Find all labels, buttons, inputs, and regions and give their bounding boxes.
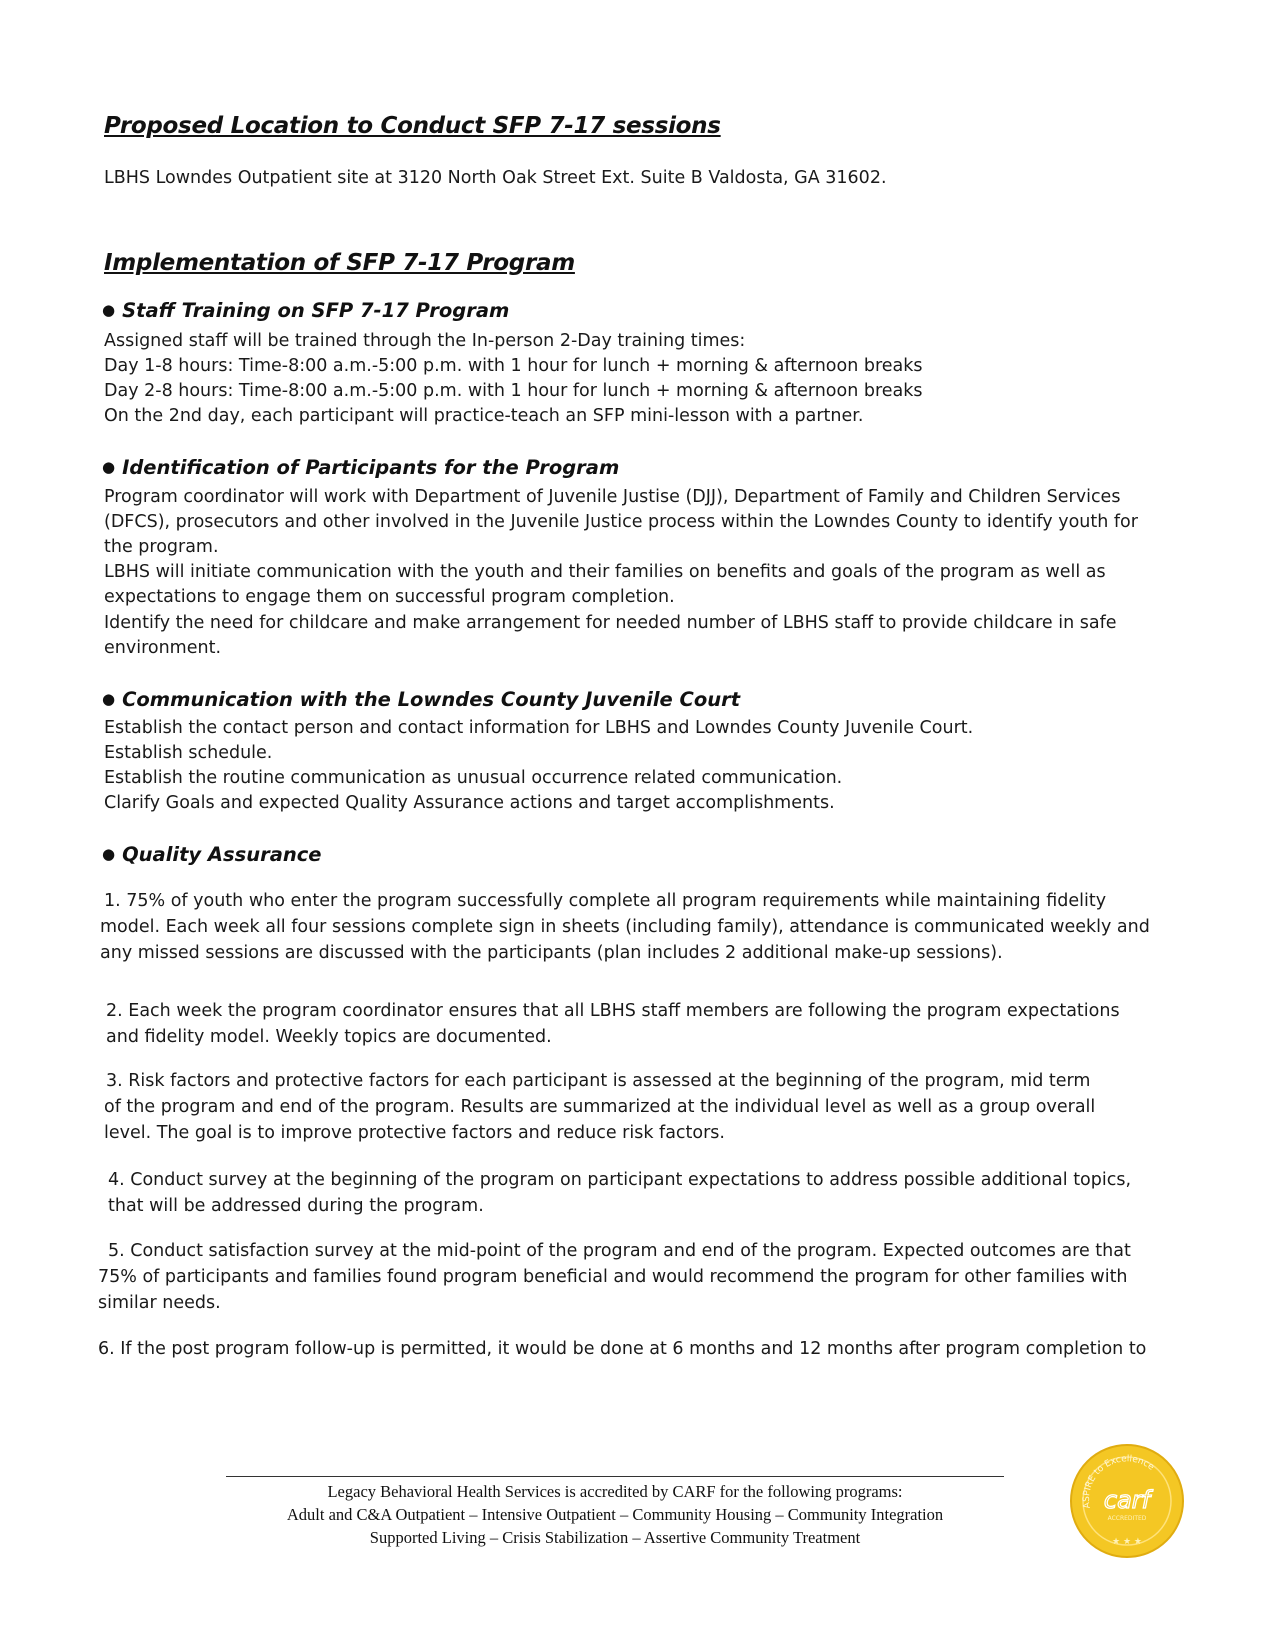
communication-line: Establish schedule. <box>104 743 273 763</box>
bullet-icon: ● <box>102 301 116 319</box>
identification-line: Identify the need for childcare and make arrangement for needed number of LBHS staff to provide childcare in safe <box>104 613 1117 633</box>
communication-subheading: ● Communication with the Lowndes County Juvenile Court <box>102 688 741 711</box>
quality-item-line: that will be addressed during the program. <box>108 1196 484 1216</box>
identification-line: environment. <box>104 638 222 658</box>
communication-line: Clarify Goals and expected Quality Assurance actions and target accomplishments. <box>104 793 835 813</box>
bullet-icon: ● <box>102 845 116 863</box>
quality-item-line: of the program and end of the program. Results are summarized at the individual level as well as a group overall <box>104 1097 1096 1117</box>
communication-line: Establish the contact person and contact information for LBHS and Lowndes County Juvenile Court. <box>104 718 974 738</box>
seal-sub-text: ACCREDITED <box>1107 1515 1147 1522</box>
identification-subheading: ● Identification of Participants for the Program <box>102 456 620 479</box>
footer-divider <box>226 1476 1004 1477</box>
staff-training-subheading: ● Staff Training on SFP 7-17 Program <box>102 299 510 322</box>
seal-logo-text: carf <box>1103 1486 1151 1514</box>
quality-item-line: any missed sessions are discussed with the participants (plan includes 2 additional make-up sessions). <box>100 943 1003 963</box>
carf-seal-icon <box>1068 1442 1186 1560</box>
implementation-heading: Implementation of SFP 7-17 Program <box>104 250 575 276</box>
quality-item-line: 2. Each week the program coordinator ensures that all LBHS staff members are following the program expectations <box>106 1001 1120 1021</box>
communication-line: Establish the routine communication as unusual occurrence related communication. <box>104 768 843 788</box>
seal-ring-text: ASPIRE to Excellence <box>1081 1454 1156 1510</box>
bullet-icon: ● <box>102 458 116 476</box>
location-heading: Proposed Location to Conduct SFP 7-17 sessions <box>104 113 721 139</box>
identification-line: expectations to engage them on successful program completion. <box>104 587 675 607</box>
staff-training-line: Day 2-8 hours: Time-8:00 a.m.-5:00 p.m. with 1 hour for lunch + morning & afternoon breaks <box>104 381 923 401</box>
staff-training-line: Assigned staff will be trained through the In-person 2-Day training times: <box>104 331 746 351</box>
location-address: LBHS Lowndes Outpatient site at 3120 North Oak Street Ext. Suite B Valdosta, GA 31602. <box>104 168 887 188</box>
quality-item-line: 6. If the post program follow-up is permitted, it would be done at 6 months and 12 months after program completion to <box>98 1339 1147 1359</box>
quality-item-line: 75% of participants and families found program beneficial and would recommend the program for other families with <box>98 1267 1128 1287</box>
quality-item-line: similar needs. <box>98 1293 221 1313</box>
footer-accreditation <box>210 1480 1020 1549</box>
staff-training-line: On the 2nd day, each participant will practice-teach an SFP mini-lesson with a partner. <box>104 406 864 426</box>
quality-item-line: and fidelity model. Weekly topics are documented. <box>106 1027 552 1047</box>
identification-line: Program coordinator will work with Department of Juvenile Justise (DJJ), Department of Family and Children Services <box>104 487 1121 507</box>
footer-line: Supported Living – Crisis Stabilization – Assertive Community Treatment <box>369 1528 861 1547</box>
footer-line: Legacy Behavioral Health Services is accredited by CARF for the following programs: <box>327 1482 903 1501</box>
quality-item-line: 1. 75% of youth who enter the program successfully complete all program requirements while maintaining fidelity <box>104 891 1107 911</box>
quality-item-line: level. The goal is to improve protective factors and reduce risk factors. <box>104 1123 725 1143</box>
identification-line: LBHS will initiate communication with the youth and their families on benefits and goals of the program as well as <box>104 562 1106 582</box>
identification-line: the program. <box>104 537 219 557</box>
staff-training-line: Day 1-8 hours: Time-8:00 a.m.-5:00 p.m. with 1 hour for lunch + morning & afternoon breaks <box>104 356 923 376</box>
quality-item-line: 5. Conduct satisfaction survey at the mid-point of the program and end of the program. Expected outcomes are that <box>108 1241 1131 1261</box>
identification-line: (DFCS), prosecutors and other involved in the Juvenile Justice process within the Lowndes County to identify youth for <box>104 512 1138 532</box>
seal-stars-icon: ★ ★ ★ <box>1112 1537 1142 1547</box>
quality-subheading: ● Quality Assurance <box>102 843 322 866</box>
footer-line: Adult and C&A Outpatient – Intensive Outpatient – Community Housing – Community Integration <box>286 1505 944 1524</box>
quality-item-line: 3. Risk factors and protective factors for each participant is assessed at the beginning of the program, mid term <box>106 1071 1091 1091</box>
quality-item-line: model. Each week all four sessions complete sign in sheets (including family), attendance is communicated weekly and <box>100 917 1150 937</box>
bullet-icon: ● <box>102 690 116 708</box>
quality-item-line: 4. Conduct survey at the beginning of the program on participant expectations to address possible additional topics, <box>108 1170 1132 1190</box>
